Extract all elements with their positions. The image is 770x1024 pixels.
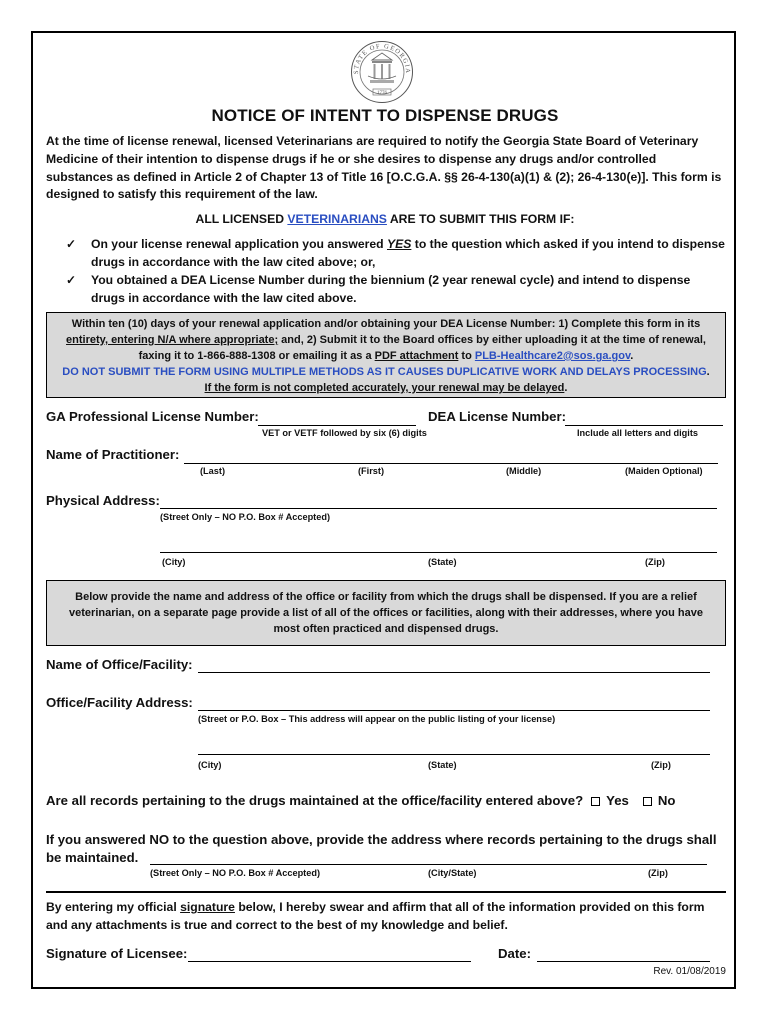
physical-street-hint: (Street Only – NO P.O. Box # Accepted)	[160, 512, 331, 522]
records-zip-hint: (Zip)	[648, 868, 668, 878]
yes-checkbox[interactable]	[591, 797, 600, 806]
seal-lettering	[350, 40, 414, 104]
no-checkbox[interactable]	[643, 797, 652, 806]
physical-state-hint: (State)	[428, 557, 457, 567]
checkmark-icon: ✓	[66, 237, 77, 251]
ga-license-hint: VET or VETF followed by six (6) digits	[262, 428, 427, 438]
declaration-paragraph: By entering my official signature below, I hereby swear and affirm that all of the information provided on this form and any attachments is true and correct to the best of my knowledge and belief.	[46, 900, 705, 932]
office-state-hint: (State)	[428, 760, 457, 770]
all-licensed-heading: ALL LICENSED VETERINARIANS ARE TO SUBMIT THIS FORM IF:	[195, 212, 575, 226]
dea-license-hint: Include all letters and digits	[577, 428, 698, 438]
last-name-hint: (Last)	[200, 466, 226, 476]
physical-zip-hint: (Zip)	[645, 557, 665, 567]
physical-city-state-zip-field[interactable]	[160, 552, 717, 553]
practitioner-name-field[interactable]	[184, 463, 718, 464]
signature-label: Signature of Licensee:	[46, 946, 188, 961]
revision-date: Rev. 01/08/2019	[653, 966, 726, 977]
records-street-hint: (Street Only – NO P.O. Box # Accepted)	[150, 868, 321, 878]
submission-instructions-box: Within ten (10) days of your renewal application and/or obtaining your DEA License Number: 1) Complete this form in its entirety, entering N/A where appropriate; and, 2) Submit it to the Board offices by either uploading it at the time of renewal, faxing it to 1-866-888-1308 or emailing it as a PDF attachment to PLB-Healthcare2@sos.ga.gov. DO NOT SUBMIT THE FORM USING MULTIPLE METHODS AS IT CAUSES DUPLICATIVE WORK AND DELAYS PROCESSING. If the form is not completed accurately, your renewal may be delayed.	[46, 312, 726, 398]
dea-license-label: DEA License Number:	[428, 409, 567, 424]
records-city-state-hint: (City/State)	[428, 868, 477, 878]
office-name-field[interactable]	[198, 672, 710, 673]
records-followup-line2: be maintained.	[46, 850, 139, 865]
office-zip-hint: (Zip)	[651, 760, 671, 770]
page-title: NOTICE OF INTENT TO DISPENSE DRUGS	[211, 106, 559, 125]
ga-license-field[interactable]	[258, 425, 416, 426]
office-street-hint: (Street or P.O. Box – This address will appear on the public listing of your license)	[198, 714, 556, 724]
office-address-label: Office/Facility Address:	[46, 695, 193, 710]
seal-top-text: STATE OF GEORGIA	[352, 42, 412, 75]
office-city-state-zip-field[interactable]	[198, 754, 710, 755]
delay-warning: If the form is not completed accurately, your renewal may be delayed	[204, 382, 565, 394]
office-name-label: Name of Office/Facility:	[46, 657, 193, 672]
svg-text:STATE OF GEORGIA	[353, 43, 411, 74]
records-address-field[interactable]	[150, 864, 707, 865]
physical-street-field[interactable]	[160, 508, 717, 509]
seal-year: 1776	[377, 91, 387, 97]
email-link[interactable]: PLB-Healthcare2@sos.ga.gov	[474, 350, 631, 362]
yes-label: Yes	[606, 793, 629, 808]
physical-city-hint: (City)	[162, 557, 186, 567]
ga-license-label: GA Professional License Number:	[46, 409, 259, 424]
no-label: No	[657, 793, 676, 808]
checklist-item-renewal: ✓ On your license renewal application you answered YES to the question which asked if you intend to dispense drugs in accordance with the law cited above; or,	[66, 237, 725, 269]
office-street-field[interactable]	[198, 710, 710, 711]
records-question: Are all records pertaining to the drugs maintained at the office/facility entered above? Yes No	[46, 793, 676, 808]
first-name-hint: (First)	[358, 466, 385, 476]
practitioner-label: Name of Practitioner:	[46, 447, 180, 462]
office-city-hint: (City)	[198, 760, 222, 770]
divider	[46, 891, 726, 893]
intro-paragraph: At the time of license renewal, licensed Veterinarians are required to notify the Georgia State Board of Veterinary Medicine of their intention to dispense drugs if he or she desires to dispense any drugs and/or controlled substances as defined in Article 2 of Chapter 13 of Title 16 [O.C.G.A. §§ 26-4-130(a)(1) & (2); 26-4-130(e)]. This form is designed to satisfy this requirement of the law.	[46, 134, 722, 202]
checklist-item-dea: ✓ You obtained a DEA License Number during the biennium (2 year renewal cycle) and intend to dispense drugs in accordance with the law cited above.	[66, 273, 691, 305]
records-followup-line1: If you answered NO to the question above, provide the address where records pertaining to the drugs shall	[46, 832, 717, 847]
date-field[interactable]	[537, 961, 710, 962]
checkmark-icon: ✓	[66, 273, 77, 287]
date-label: Date:	[498, 946, 531, 961]
signature-field[interactable]	[188, 961, 471, 962]
office-instructions-box: Below provide the name and address of the office or facility from which the drugs shall be dispensed. If you are a relief veterinarian, on a separate page provide a list of all of the offices or facilities, along with their addresses, where you have most often practiced and dispensed drugs.	[46, 580, 726, 646]
warning-text: DO NOT SUBMIT THE FORM USING MULTIPLE METHODS AS IT CAUSES DUPLICATIVE WORK AND DELAYS PROCESSING	[62, 366, 707, 378]
maiden-name-hint: (Maiden Optional)	[625, 466, 703, 476]
veterinarians-link[interactable]: VETERINARIANS	[287, 212, 387, 226]
dea-license-field[interactable]	[565, 425, 723, 426]
middle-name-hint: (Middle)	[506, 466, 542, 476]
physical-address-label: Physical Address:	[46, 493, 160, 508]
